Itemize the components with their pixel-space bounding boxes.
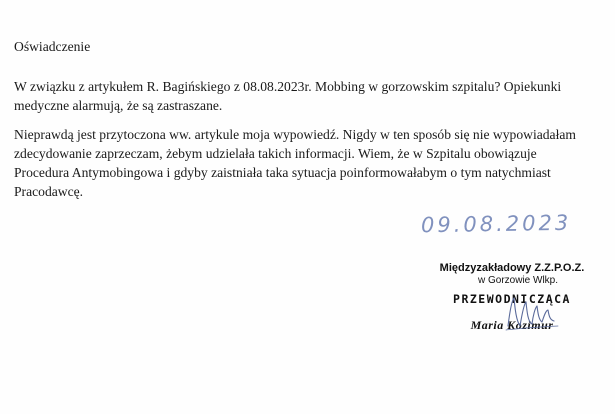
stamp-title: PRZEWODNICZĄCA (453, 292, 571, 306)
statement-paragraph-2: Nieprawdą jest przytoczona ww. artykule moja wypowiedź. Nigdy w ten sposób się nie wypowiadałam zdecydowanie zaprzeczam, żebym udzielała takich informacji. Wiem, że w Szpitalu obowiązuje Procedura Antymobingowa i gdyby zaistniała taka sytuacja poinformowałabym o tym natychmiast Pracodawcę. (14, 127, 576, 199)
handwritten-signature (502, 290, 562, 338)
stamp-organization: Międzyzakładowy Z.Z.P.O.Z. (439, 262, 585, 274)
document-heading: Oświadczenie (14, 39, 91, 54)
statement-paragraph-1: W związku z artykułem R. Bagińskiego z 08.08.2023r. Mobbing w gorzowskim szpitalu? Opiekunki medyczne alarmują, że są zastraszane. (14, 79, 562, 113)
handwritten-date: 09.08.2023 (420, 210, 572, 238)
stamp-name: Maria Kozimur (470, 318, 554, 332)
stamp-city: w Gorzowie Wlkp. (477, 275, 558, 286)
